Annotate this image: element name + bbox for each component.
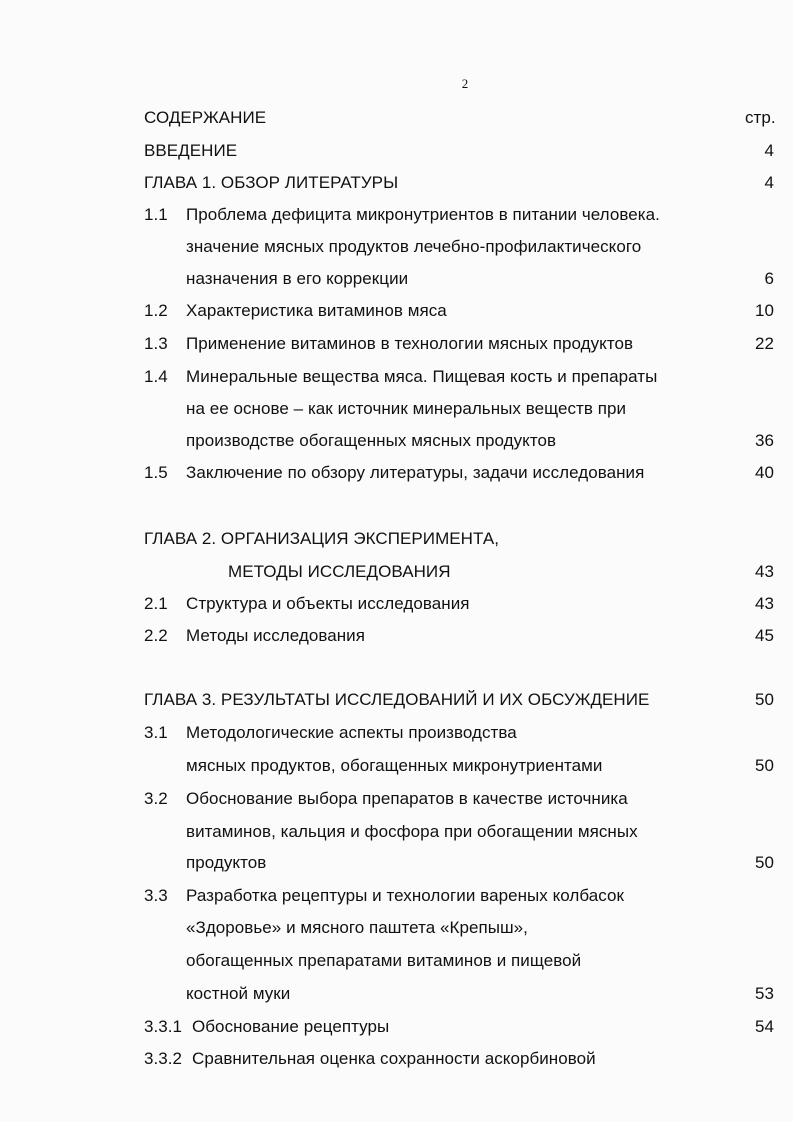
toc-section-number: 2.2 — [144, 626, 168, 645]
toc-page-number: 4 — [764, 141, 774, 160]
toc-page-number: 50 — [754, 853, 774, 872]
toc-section-line: костной муки — [186, 984, 291, 1003]
toc-section-line: на ее основе – как источник минеральных веществ при — [186, 399, 627, 418]
toc-section-number: 1.2 — [144, 301, 168, 320]
toc-section-line: Характеристика витаминов мяса — [186, 301, 447, 320]
toc-section-line: Разработка рецептуры и технологии вареных колбасок — [186, 886, 625, 905]
toc-section-line: Структура и объекты исследования — [186, 594, 470, 613]
toc-page-number: 10 — [754, 301, 774, 320]
toc-section-number: 1.3 — [144, 334, 168, 353]
toc-chapter-2-cont: МЕТОДЫ ИССЛЕДОВАНИЯ — [228, 562, 451, 581]
toc-page-number: 43 — [754, 594, 774, 613]
toc-section-line: Обоснование рецептуры — [192, 1017, 390, 1036]
toc-chapter-1: ГЛАВА 1. ОБЗОР ЛИТЕРАТУРЫ — [144, 173, 399, 192]
toc-section-line: значение мясных продуктов лечебно-профилактического — [186, 237, 642, 256]
toc-section-line: назначения в его коррекции — [186, 269, 409, 288]
toc-section-line: производстве обогащенных мясных продуктов — [186, 431, 557, 450]
toc-page-number: 50 — [754, 690, 774, 709]
page-number: 2 — [461, 76, 469, 91]
toc-section-line: мясных продуктов, обогащенных микронутриентами — [186, 756, 603, 775]
toc-section-number: 3.1 — [144, 723, 168, 742]
toc-section-line: Минеральные вещества мяса. Пищевая кость и препараты — [186, 367, 658, 386]
toc-section-number: 3.3.1 — [144, 1017, 183, 1036]
toc-section-number: 3.3 — [144, 886, 168, 905]
toc-section-number: 2.1 — [144, 594, 168, 613]
toc-section-line: Обоснование выбора препаратов в качестве источника — [186, 789, 628, 808]
toc-section-line: Сравнительная оценка сохранности аскорбиновой — [192, 1049, 596, 1068]
toc-page-number: 40 — [754, 463, 774, 482]
toc-section-line: витаминов, кальция и фосфора при обогащении мясных — [186, 822, 638, 841]
toc-title: СОДЕРЖАНИЕ — [144, 108, 267, 127]
toc-page-number: 50 — [754, 756, 774, 775]
toc-section-line: Методологические аспекты производства — [186, 723, 517, 742]
toc-entry-introduction: ВВЕДЕНИЕ — [144, 141, 238, 160]
toc-section-line: «Здоровье» и мясного паштета «Крепыш», — [186, 918, 528, 937]
toc-section-number: 1.1 — [144, 205, 168, 224]
toc-page-number: 45 — [754, 626, 774, 645]
toc-chapter-3: ГЛАВА 3. РЕЗУЛЬТАТЫ ИССЛЕДОВАНИЙ И ИХ ОБСУЖДЕНИЕ — [144, 690, 650, 709]
page-column-label: стр. — [745, 108, 776, 127]
toc-page-number: 43 — [754, 562, 774, 581]
toc-page-number: 54 — [754, 1017, 774, 1036]
toc-page-number: 53 — [754, 984, 774, 1003]
toc-section-line: обогащенных препаратами витаминов и пищевой — [186, 951, 582, 970]
toc-section-line: Применение витаминов в технологии мясных продуктов — [186, 334, 634, 353]
toc-section-number: 3.2 — [144, 789, 168, 808]
toc-section-number: 1.4 — [144, 367, 168, 386]
toc-page-number: 22 — [754, 334, 774, 353]
toc-page-number: 6 — [764, 269, 774, 288]
toc-section-number: 1.5 — [144, 463, 168, 482]
toc-section-line: продуктов — [186, 853, 267, 872]
toc-page-number: 36 — [754, 431, 774, 450]
toc-section-line: Проблема дефицита микронутриентов в питании человека. — [186, 205, 660, 224]
toc-page-number: 4 — [764, 173, 774, 192]
toc-section-line: Методы исследования — [186, 626, 365, 645]
toc-chapter-2: ГЛАВА 2. ОРГАНИЗАЦИЯ ЭКСПЕРИМЕНТА, — [144, 529, 500, 548]
toc-section-number: 3.3.2 — [144, 1049, 183, 1068]
toc-section-line: Заключение по обзору литературы, задачи исследования — [186, 463, 645, 482]
